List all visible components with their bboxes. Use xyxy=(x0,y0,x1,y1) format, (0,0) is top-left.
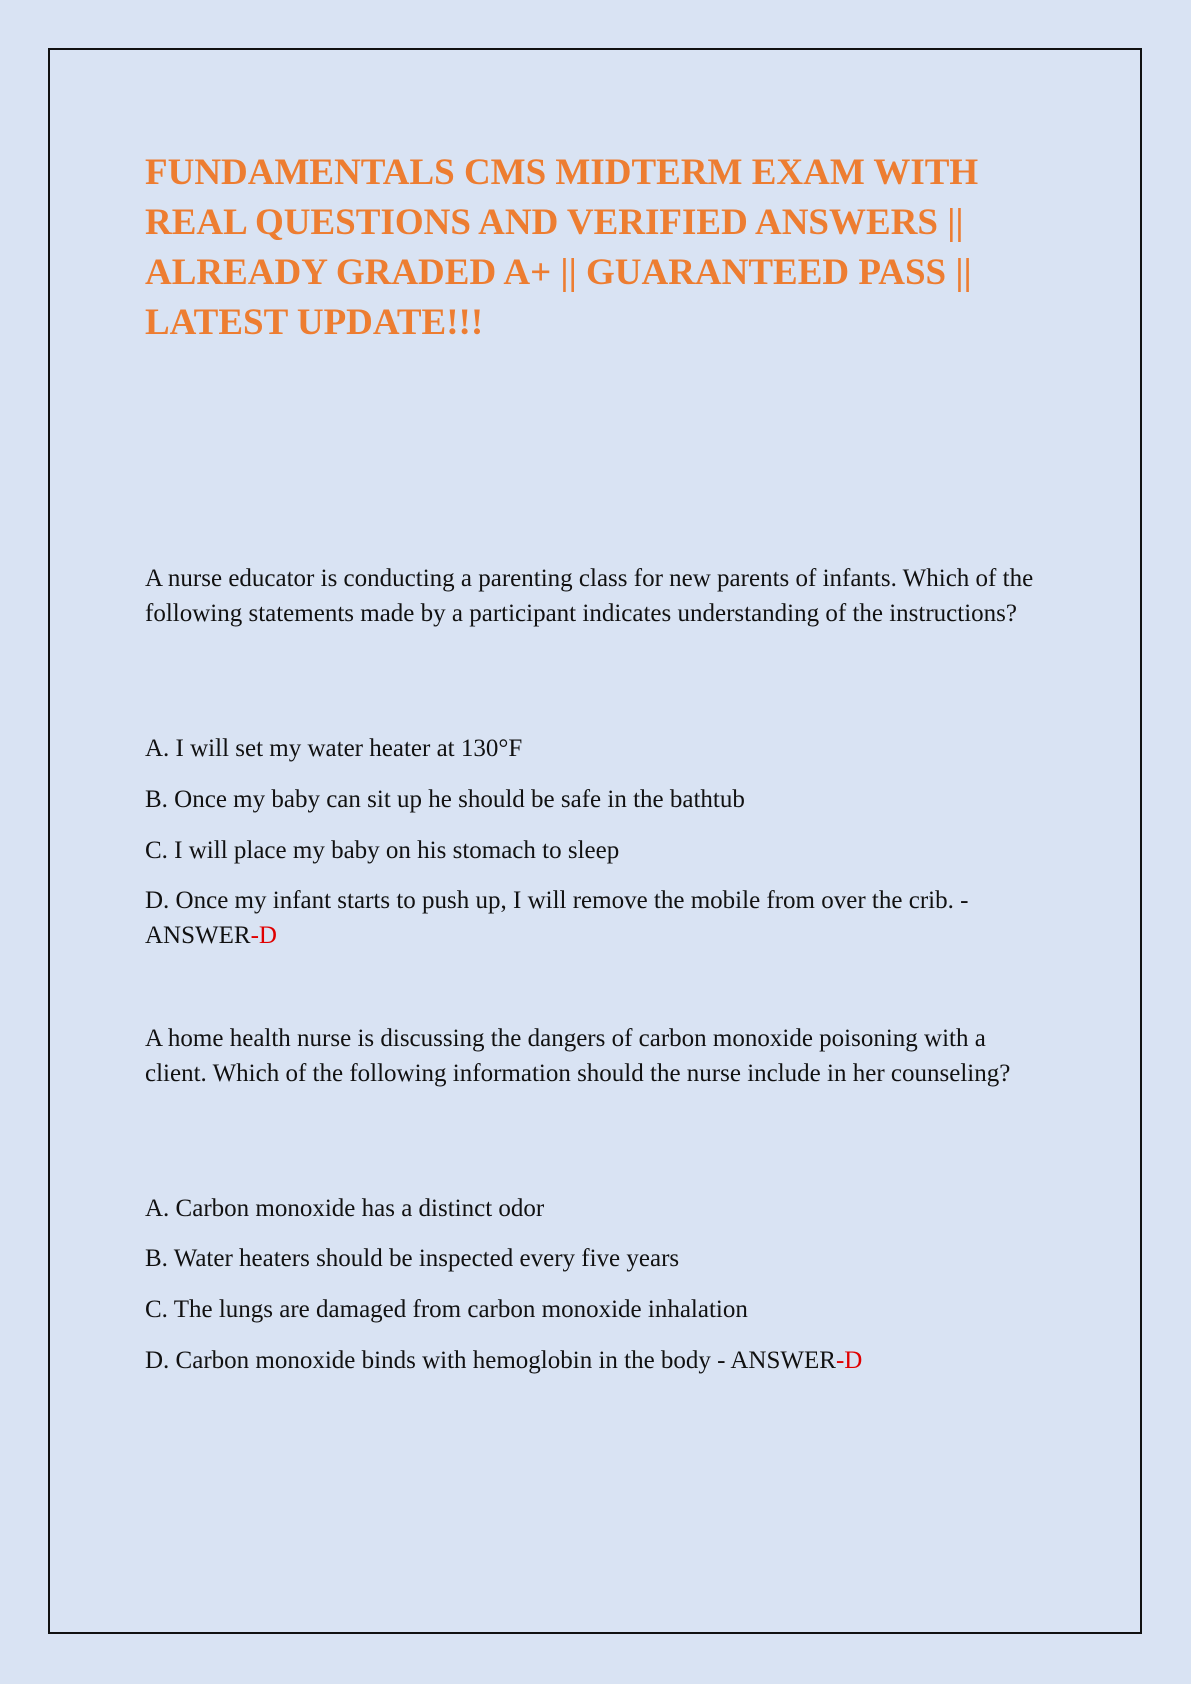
question-2-option-c: C. The lungs are damaged from carbon monoxide inhalation xyxy=(145,1296,748,1323)
question-1-option-b: B. Once my baby can sit up he should be safe in the bathtub xyxy=(145,786,745,813)
question-1-stem: A nurse educator is conducting a parenting class for new parents of infants. Which of the following statements made by a participant indicates understanding of the instructions? xyxy=(145,565,1034,627)
question-1-answer-dash: - xyxy=(250,921,259,949)
question-2-answer-dash: - xyxy=(835,1347,845,1374)
question-1-option-d-text: D. Once my infant starts to push up, I will remove the mobile from over the crib. - ANSWER xyxy=(145,887,969,949)
question-2-option-a: A. Carbon monoxide has a distinct odor xyxy=(145,1195,545,1222)
document-title: FUNDAMENTALS CMS MIDTERM EXAM WITH REAL QUESTIONS AND VERIFIED ANSWERS || ALREADY GRADED A+ || GUARANTEED PASS || LATEST UPDATE!!! xyxy=(145,152,979,343)
question-2-answer: D xyxy=(844,1347,863,1374)
question-2-option-b: B. Water heaters should be inspected every five years xyxy=(145,1245,680,1272)
question-1-option-c: C. I will place my baby on his stomach to sleep xyxy=(145,837,620,864)
question-2-option-d xyxy=(145,1344,1045,1379)
question-1-answer: D xyxy=(258,921,277,949)
question-1-option-a: A. I will set my water heater at 130°F xyxy=(145,735,523,762)
question-2-stem: A home health nurse is discussing the dangers of carbon monoxide poisoning with a client. Which of the following information should the nurse include in her counseling? xyxy=(145,1025,1011,1087)
question-2-option-d-text: D. Carbon monoxide binds with hemoglobin in the body - ANSWER xyxy=(145,1347,836,1374)
question-1-option-d xyxy=(145,884,1045,953)
